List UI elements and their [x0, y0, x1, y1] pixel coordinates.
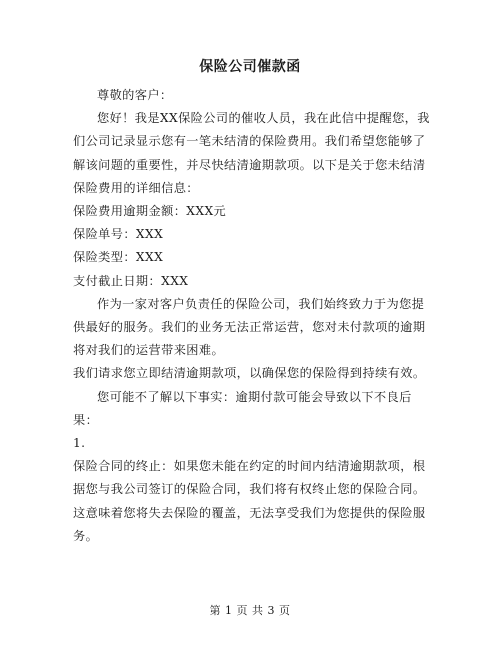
policy-number: 保险单号：XXX	[73, 227, 164, 242]
list-item-number: 1.	[73, 436, 86, 451]
payment-deadline: 支付截止日期：XXX	[73, 273, 189, 288]
consequence-intro-paragraph: 您可能不了解以下事实：逾期付款可能会导致以下不良后果：	[73, 389, 412, 427]
policy-type: 保险类型：XXX	[73, 250, 164, 265]
document-title: 保险公司催款函	[199, 59, 301, 75]
letter-body	[73, 84, 431, 548]
responsibility-paragraph: 作为一家对客户负责任的保险公司，我们始终致力于为您提供最好的服务。我们的业务无法正常运营，您对未付款项的逾期将对我们的运营带来困难。	[73, 296, 426, 358]
intro-paragraph: 您好！我是XX保险公司的催收人员，我在此信中提醒您，我们公司记录显示您有一笔未结清的保险费用。我们希望您能够了解该问题的重要性，并尽快结清逾期款项。以下是关于您未结清保险费用的详细信息：	[73, 111, 430, 195]
request-paragraph: 我们请求您立即结清逾期款项，以确保您的保险得到持续有效。	[73, 366, 426, 381]
list-item-text: 保险合同的终止：如果您未能在约定的时间内结清逾期款项，根据您与我公司签订的保险合同，我们将有权终止您的保险合同。这意味着您将失去保险的覆盖，无法享受我们为您提供的保险服务。	[73, 459, 426, 543]
overdue-amount: 保险费用逾期金额：XXX元	[73, 204, 227, 219]
page-footer: 第 1 页 共 3 页	[209, 604, 291, 617]
salutation: 尊敬的客户：	[97, 88, 173, 102]
